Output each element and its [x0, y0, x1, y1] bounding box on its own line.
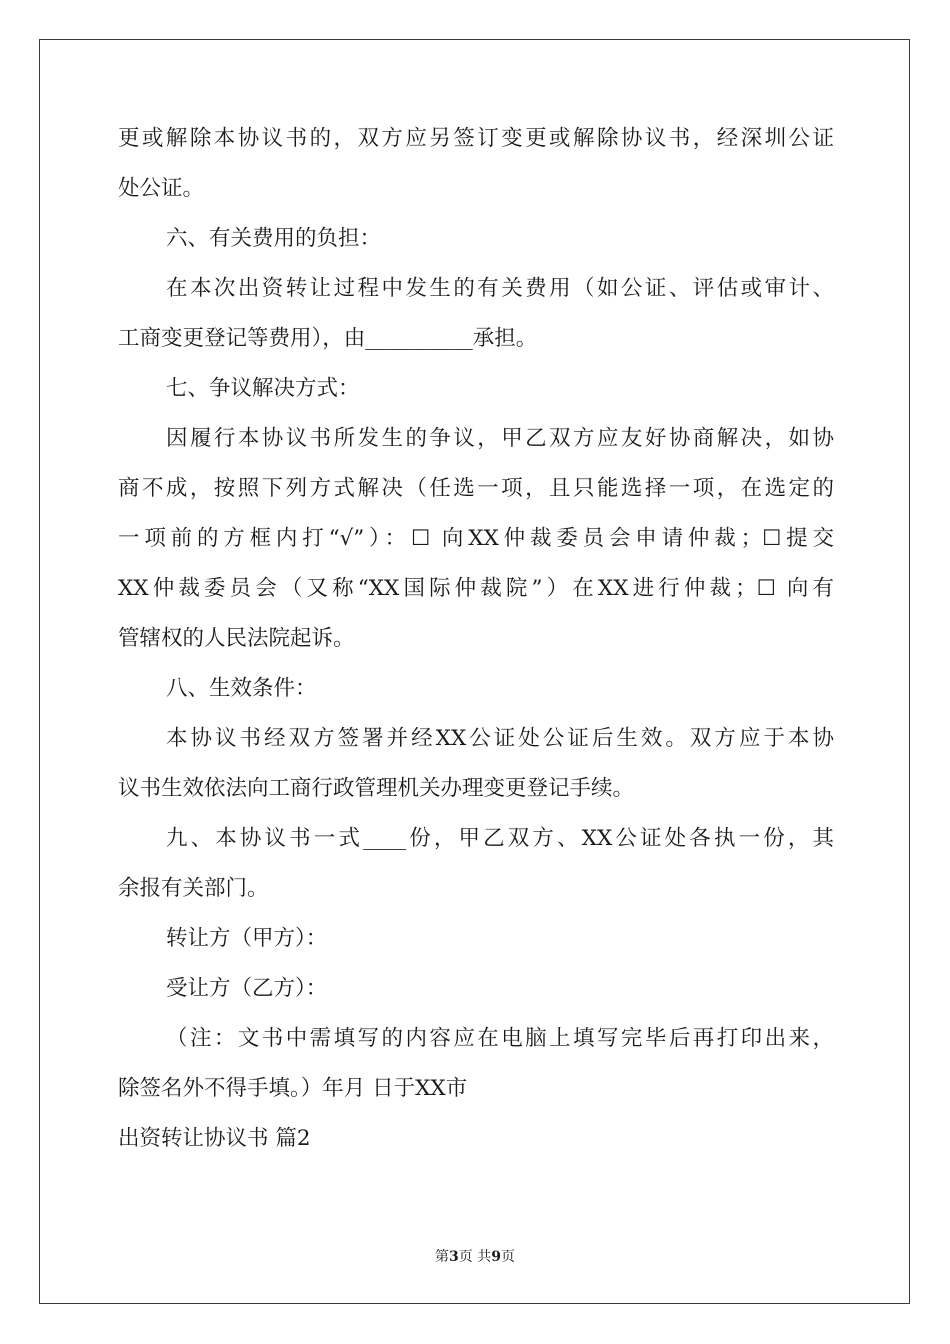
note-line: 除签名外不得手填。）年月 日于XX市 — [118, 1076, 468, 1101]
paragraph-line: 工商变更登记等费用），由__________承担。 — [118, 326, 538, 351]
paragraph-line: 更或解除本协议书的，双方应另签订变更或解除协议书，经深圳公证 — [118, 126, 834, 151]
paragraph-line: 处公证。 — [118, 176, 205, 201]
section-heading-fees: 六、有关费用的负担： — [166, 226, 382, 251]
page-suffix: 页 — [500, 1249, 515, 1265]
note-line: （注：文书中需填写的内容应在电脑上填写完毕后再打印出来， — [166, 1026, 834, 1051]
page-number — [0, 1246, 950, 1266]
page-current: 3 — [449, 1249, 459, 1265]
paragraph-line: 一项前的方框内打“√”）：☐ 向XX仲裁委员会申请仲裁；☐提交 — [118, 526, 834, 551]
section-heading-effect: 八、生效条件： — [166, 676, 317, 701]
paragraph-line: 议书生效依法向工商行政管理机关办理变更登记手续。 — [118, 776, 635, 801]
page-total: 9 — [491, 1249, 501, 1265]
paragraph-line: 在本次出资转让过程中发生的有关费用（如公证、评估或审计、 — [166, 276, 834, 301]
paragraph-line: 九、本协议书一式____份，甲乙双方、XX公证处各执一份，其 — [166, 826, 834, 851]
paragraph-line: 商不成，按照下列方式解决（任选一项，且只能选择一项，在选定的 — [118, 476, 834, 501]
paragraph-line: 因履行本协议书所发生的争议，甲乙双方应友好协商解决，如协 — [166, 426, 834, 451]
page-mid: 页 共 — [458, 1249, 492, 1265]
page-prefix: 第 — [435, 1249, 450, 1265]
signature-transferee: 受让方（乙方）： — [166, 976, 328, 1001]
paragraph-line: 余报有关部门。 — [118, 876, 269, 901]
section-heading-dispute: 七、争议解决方式： — [166, 376, 360, 401]
paragraph-line: 本协议书经双方签署并经XX公证处公证后生效。双方应于本协 — [166, 726, 834, 751]
signature-transferor: 转让方（甲方）： — [166, 926, 328, 951]
paragraph-line: XX仲裁委员会（又称“XX国际仲裁院”）在XX进行仲裁；☐ 向有 — [118, 576, 834, 601]
paragraph-line: 管辖权的人民法院起诉。 — [118, 626, 355, 651]
next-document-title: 出资转让协议书 篇2 — [118, 1126, 311, 1151]
